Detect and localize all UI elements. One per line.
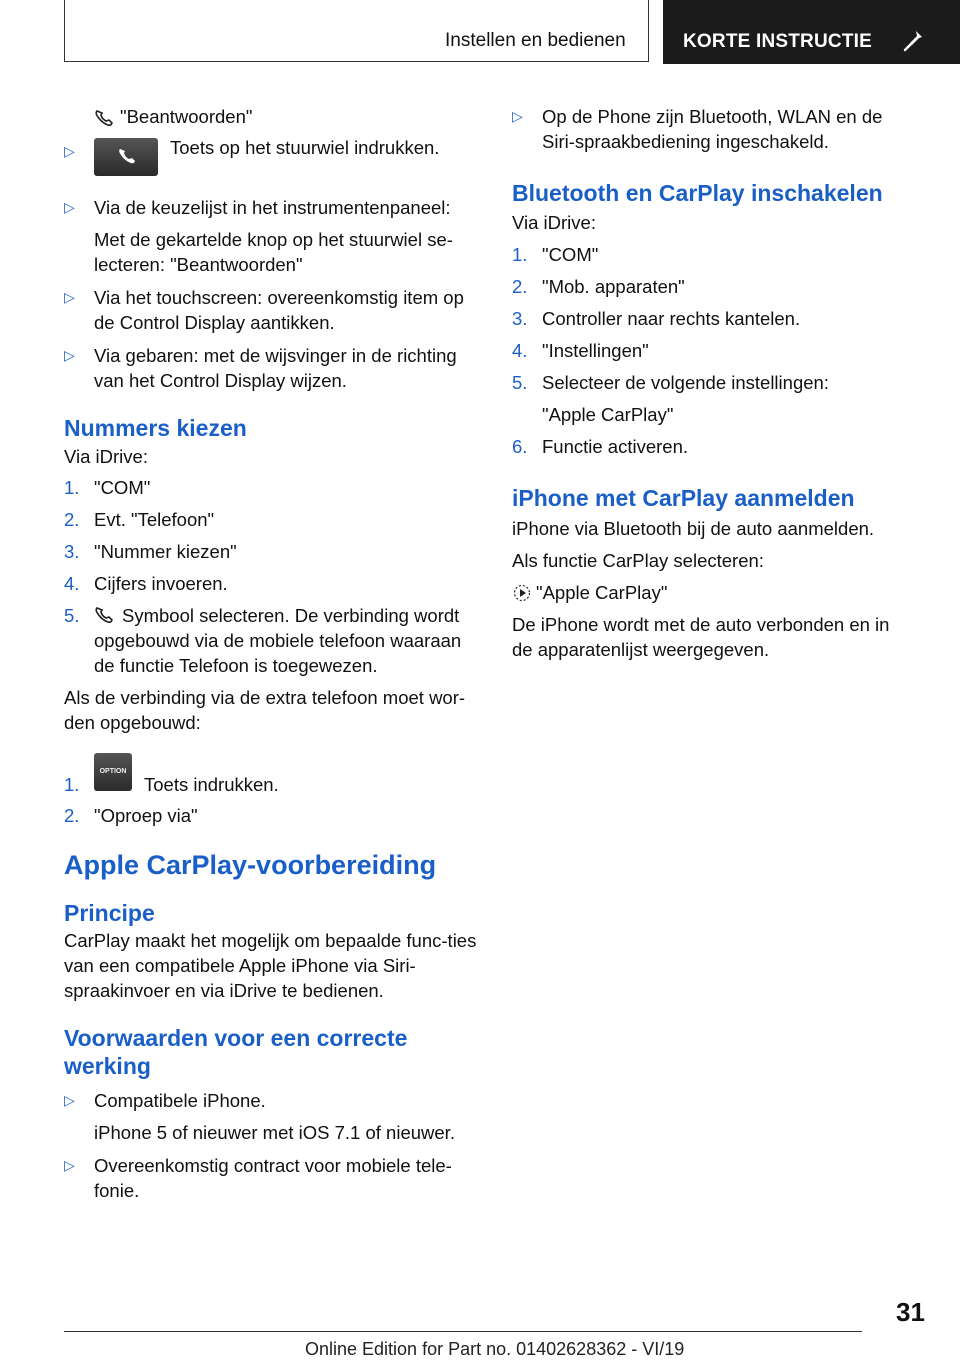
dial-via: Via iDrive: bbox=[64, 446, 148, 467]
play-circle-icon bbox=[512, 583, 532, 603]
step-number: 2. bbox=[64, 509, 80, 530]
step-text: "Oproep via" bbox=[94, 805, 198, 826]
list-item bbox=[512, 274, 912, 299]
list-item bbox=[64, 571, 482, 596]
step-text: "Nummer kiezen" bbox=[94, 541, 237, 562]
step-text: "COM" bbox=[542, 244, 599, 265]
step-text: Selecteer de volgende instellingen: bbox=[542, 372, 829, 393]
step-number: 5. bbox=[512, 372, 528, 393]
step-number: 2. bbox=[512, 276, 528, 297]
step-text: Evt. "Telefoon" bbox=[94, 509, 215, 530]
item-text: Overeenkomstig contract voor mobiele tele-fonie. bbox=[94, 1155, 452, 1201]
steering-phone-button-image bbox=[94, 138, 158, 176]
list-item bbox=[512, 434, 912, 459]
triangle-bullet-icon: ▷ bbox=[64, 347, 75, 363]
step-number: 4. bbox=[512, 340, 528, 361]
extra-phone-text: Als de verbinding via de extra telefoon moet wor-den opgebouwd: bbox=[64, 687, 466, 733]
list-item bbox=[64, 803, 482, 828]
quick-guide-tab[interactable] bbox=[663, 0, 960, 64]
list-item bbox=[512, 338, 912, 363]
phone-handset-icon bbox=[94, 138, 158, 176]
step-text: "Mob. apparaten" bbox=[542, 276, 685, 297]
edition-text: Online Edition for Part no. 01402628362 - VI/19 bbox=[305, 1339, 685, 1359]
heading-carplay: Apple CarPlay-voorbereiding bbox=[64, 850, 437, 880]
step-number: 1. bbox=[64, 774, 80, 795]
heading-dial-numbers: Nummers kiezen bbox=[64, 415, 247, 441]
item-text: Via de keuzelijst in het instrumentenpaneel: bbox=[94, 197, 451, 218]
list-item bbox=[64, 507, 482, 532]
item-text: Op de Phone zijn Bluetooth, WLAN en de Siri-spraakbediening ingeschakeld. bbox=[542, 106, 883, 152]
bt-via: Via iDrive: bbox=[512, 212, 596, 233]
list-item bbox=[64, 1153, 482, 1203]
step-text: "Instellingen" bbox=[542, 340, 649, 361]
list-item bbox=[64, 139, 482, 181]
option-steps bbox=[64, 753, 482, 828]
register-text-2: Als functie CarPlay selecteren: bbox=[512, 550, 764, 571]
heading-requirements: Voorwaarden voor een correcte werking bbox=[64, 1025, 408, 1079]
triangle-bullet-icon: ▷ bbox=[64, 1092, 75, 1108]
phone-handset-icon bbox=[94, 606, 114, 624]
triangle-bullet-icon: ▷ bbox=[512, 108, 523, 124]
item-detail: Met de gekartelde knop op het stuurwiel se-lecteren: "Beantwoorden" bbox=[94, 229, 453, 275]
step-text: Controller naar rechts kantelen. bbox=[542, 308, 801, 329]
triangle-bullet-icon: ▷ bbox=[64, 289, 75, 305]
list-item bbox=[512, 370, 912, 427]
answer-line bbox=[64, 104, 482, 129]
step-number: 6. bbox=[512, 436, 528, 457]
carplay-option: "Apple CarPlay" bbox=[536, 582, 668, 603]
step-number: 1. bbox=[512, 244, 528, 265]
option-label: OPTION bbox=[99, 768, 127, 775]
steering-instruction: Toets op het stuurwiel indrukken. bbox=[170, 137, 440, 158]
step-number: 2. bbox=[64, 805, 80, 826]
heading-register-iphone: iPhone met CarPlay aanmelden bbox=[512, 485, 855, 511]
step-number: 1. bbox=[64, 477, 80, 498]
step-detail: "Apple CarPlay" bbox=[542, 404, 674, 425]
option-button-image bbox=[94, 753, 132, 791]
principle-text: CarPlay maakt het mogelijk om bepaalde func-ties van een compatibele Apple iPhone via Siri-spraakinvoer en via iDrive te bedienen. bbox=[64, 930, 477, 1001]
right-column bbox=[512, 100, 912, 662]
list-item bbox=[64, 195, 482, 277]
heading-principle: Principe bbox=[64, 900, 155, 926]
list-item bbox=[512, 104, 912, 154]
item-text: Compatibele iPhone. bbox=[94, 1090, 266, 1111]
step-text: Functie activeren. bbox=[542, 436, 689, 457]
page-number: 31 bbox=[896, 1297, 925, 1327]
step-number: 5. bbox=[64, 605, 80, 626]
dial-steps bbox=[64, 475, 482, 678]
triangle-bullet-icon: ▷ bbox=[64, 199, 75, 215]
item-detail: iPhone 5 of nieuwer met iOS 7.1 of nieuwer. bbox=[94, 1122, 455, 1143]
section-title: Instellen en bedienen bbox=[445, 30, 626, 51]
wrench-icon bbox=[903, 30, 923, 52]
bt-steps bbox=[512, 242, 912, 459]
list-item bbox=[64, 285, 482, 335]
left-column bbox=[64, 100, 482, 1203]
register-carplay-line bbox=[512, 580, 912, 605]
tab-label: KORTE INSTRUCTIE bbox=[683, 31, 872, 52]
step-text: Toets indrukken. bbox=[144, 774, 279, 795]
list-item bbox=[64, 475, 482, 500]
step-number: 3. bbox=[512, 308, 528, 329]
footer-divider bbox=[64, 1331, 862, 1332]
register-text-1: iPhone via Bluetooth bij de auto aanmelden. bbox=[512, 518, 875, 539]
triangle-bullet-icon: ▷ bbox=[64, 143, 75, 159]
step-text: Symbool selecteren. De verbinding wordt opgebouwd via de mobiele telefoon waaraan de functie Telefoon is toegewezen. bbox=[94, 605, 462, 676]
answer-label: "Beantwoorden" bbox=[120, 106, 253, 127]
item-text: Via het touchscreen: overeenkomstig item op de Control Display aantikken. bbox=[94, 287, 464, 333]
list-item bbox=[512, 242, 912, 267]
register-text-3: De iPhone wordt met de auto verbonden en in de apparatenlijst weergegeven. bbox=[512, 614, 890, 660]
list-item bbox=[64, 1088, 482, 1145]
phone-handset-icon bbox=[94, 109, 114, 127]
list-item bbox=[64, 753, 482, 797]
list-item bbox=[512, 306, 912, 331]
step-number: 4. bbox=[64, 573, 80, 594]
heading-bluetooth-carplay: Bluetooth en CarPlay inschakelen bbox=[512, 180, 883, 206]
list-item bbox=[64, 539, 482, 564]
step-text: Cijfers invoeren. bbox=[94, 573, 228, 594]
list-item bbox=[64, 343, 482, 393]
item-text: Via gebaren: met de wijsvinger in de richting van het Control Display wijzen. bbox=[94, 345, 457, 391]
step-text: "COM" bbox=[94, 477, 151, 498]
triangle-bullet-icon: ▷ bbox=[64, 1157, 75, 1173]
step-number: 3. bbox=[64, 541, 80, 562]
list-item bbox=[64, 603, 482, 678]
